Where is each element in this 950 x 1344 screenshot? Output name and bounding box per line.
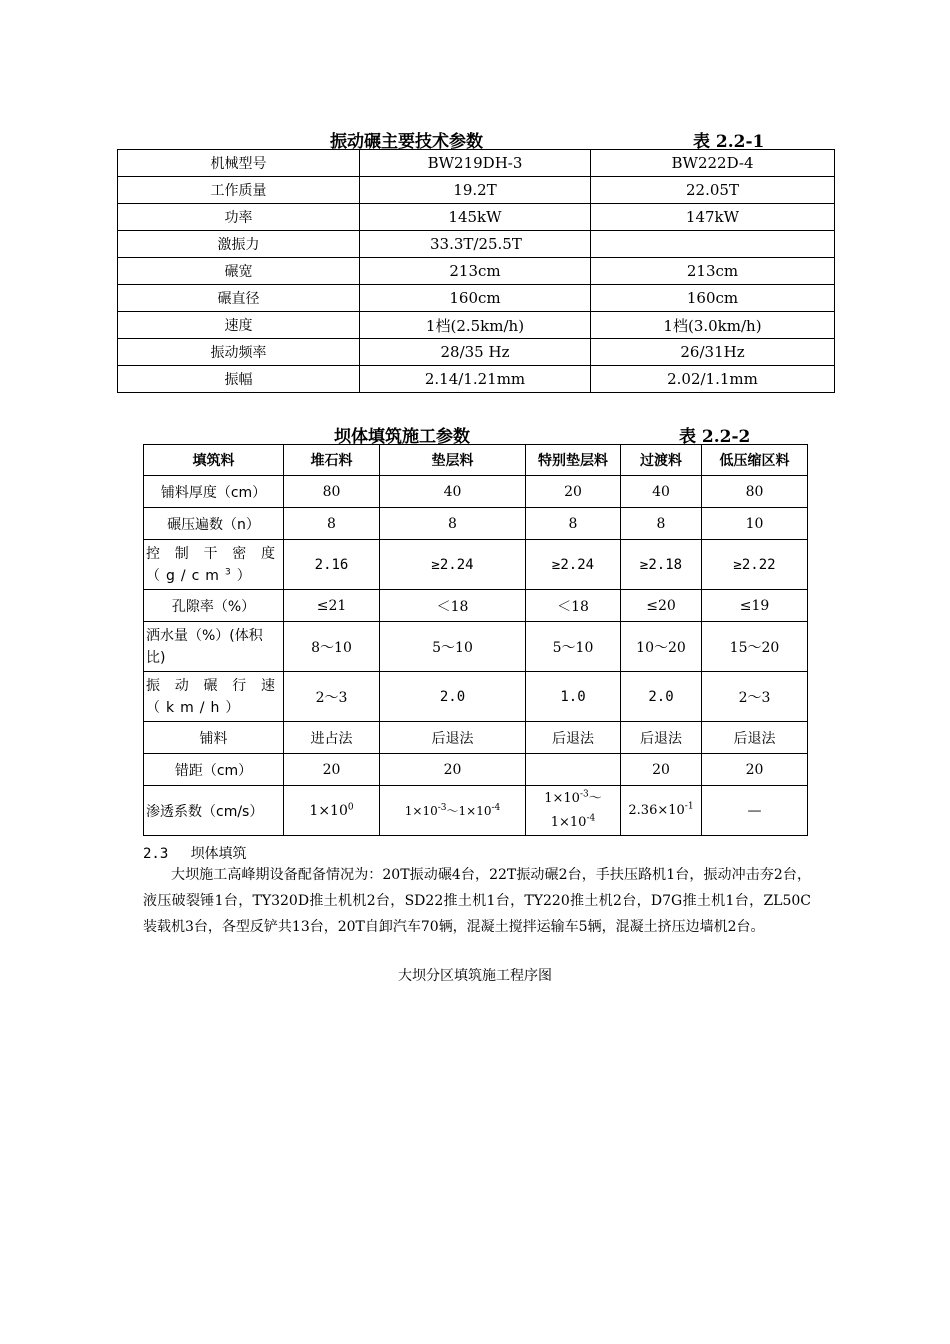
column-header: 堆石料 (284, 445, 380, 476)
table-cell: ≤20 (621, 590, 702, 622)
table-cell: 机械型号 (118, 150, 360, 177)
table-cell: 工作质量 (118, 177, 360, 204)
table-cell: 33.3T/25.5T (360, 231, 591, 258)
table-cell: ≥2.18 (621, 540, 702, 590)
table-cell: 1档(2.5km/h) (360, 312, 591, 339)
table-cell: 激振力 (118, 231, 360, 258)
row-label: 渗透系数（cm/s） (144, 786, 284, 836)
table-cell: 2.02/1.1mm (591, 366, 835, 393)
table-cell: 20 (380, 754, 526, 786)
table-cell: 5～10 (380, 622, 526, 672)
table-cell: $1\times 10^{-3}\sim$ $1\times 10^{-4}$ (526, 786, 621, 836)
table-cell: 19.2T (360, 177, 591, 204)
column-header: 过渡料 (621, 445, 702, 476)
table2-title: 坝体填筑施工参数 (334, 427, 470, 447)
table-cell: $1\times 10^0$ (284, 786, 380, 836)
column-header: 填筑料 (144, 445, 284, 476)
table-row (118, 150, 835, 177)
vibratory-roller-spec-table (117, 149, 835, 393)
row-label: 控制干密度$(g/cm^3)$ (144, 540, 284, 590)
table-cell: 2～3 (284, 672, 380, 722)
row-label: 孔隙率（%） (144, 590, 284, 622)
table-cell: 20 (621, 754, 702, 786)
table-cell: 20 (702, 754, 808, 786)
table-row (144, 540, 808, 590)
row-label: 铺料 (144, 722, 284, 754)
figure-caption: 大坝分区填筑施工程序图 (398, 968, 552, 984)
table-cell: 10～20 (621, 622, 702, 672)
table-cell: 40 (621, 476, 702, 508)
table-cell: ≤19 (702, 590, 808, 622)
table-cell: 213cm (591, 258, 835, 285)
table-row (144, 622, 808, 672)
body-paragraph: 大坝施工高峰期设备配备情况为：20T振动碾4台，22T振动碾2台，手扶压路机1台，振动冲击夯2台，液压破裂锤1台，TY320D推土机机2台，SD22推土机1台，TY220推土机2台，D7G推土机1台，ZL50C装载机3台，各型反铲共13台，20T自卸汽车70辆，混凝土搅拌运输车5辆，混凝土挤压边墙机2台。 (143, 867, 811, 935)
table-cell: 振幅 (118, 366, 360, 393)
table-cell: 1.0 (526, 672, 621, 722)
dam-fill-parameter-table (143, 444, 808, 836)
table-cell: 8 (380, 508, 526, 540)
section-number: 2.3 (143, 846, 169, 862)
table-cell: 8 (526, 508, 621, 540)
table-cell: 40 (380, 476, 526, 508)
table-row (118, 312, 835, 339)
table-row (118, 204, 835, 231)
table-cell: 后退法 (526, 722, 621, 754)
table-cell: ≥2.24 (380, 540, 526, 590)
table-row (118, 177, 835, 204)
table-cell: 28/35 Hz (360, 339, 591, 366)
table-cell: 功率 (118, 204, 360, 231)
row-label: 洒水量（%）(体积比) (144, 622, 284, 672)
table-cell: 振动频率 (118, 339, 360, 366)
column-header: 低压缩区料 (702, 445, 808, 476)
table-cell: ＜18 (526, 590, 621, 622)
table-cell: $1\times 10^{-3}\sim 1\times 10^{-4}$ (380, 786, 526, 836)
table-cell: 碾直径 (118, 285, 360, 312)
row-label: 铺料厚度（cm） (144, 476, 284, 508)
table-cell: 160cm (360, 285, 591, 312)
table1-title: 振动碾主要技术参数 (330, 132, 483, 152)
table-cell: $2.36\times 10^{-1}$ (621, 786, 702, 836)
table-cell: ＜18 (380, 590, 526, 622)
table-cell: 8 (284, 508, 380, 540)
column-header: 垫层料 (380, 445, 526, 476)
table-cell: 1档(3.0km/h) (591, 312, 835, 339)
table-cell: 22.05T (591, 177, 835, 204)
table-cell: 26/31Hz (591, 339, 835, 366)
table-cell: 2.16 (284, 540, 380, 590)
table-cell: 147kW (591, 204, 835, 231)
table-cell: 8 (621, 508, 702, 540)
table-cell: 后退法 (702, 722, 808, 754)
table-cell: 20 (526, 476, 621, 508)
column-header: 特别垫层料 (526, 445, 621, 476)
table-cell: 进占法 (284, 722, 380, 754)
table-cell: BW222D-4 (591, 150, 835, 177)
table-row (118, 258, 835, 285)
row-label: 振动碾行速（km/h） (144, 672, 284, 722)
table-cell: 80 (284, 476, 380, 508)
table-cell: ≤21 (284, 590, 380, 622)
table-cell: — (702, 786, 808, 836)
table-cell: 速度 (118, 312, 360, 339)
table1-number: 表 2.2-1 (693, 132, 765, 152)
table2-number: 表 2.2-2 (679, 427, 751, 447)
section-title: 坝体填筑 (190, 846, 247, 862)
table-row (144, 590, 808, 622)
table-cell: 5～10 (526, 622, 621, 672)
table-cell: 213cm (360, 258, 591, 285)
table-cell: 后退法 (621, 722, 702, 754)
table-cell: 80 (702, 476, 808, 508)
table-row (118, 339, 835, 366)
table-cell: 后退法 (380, 722, 526, 754)
table-row (118, 285, 835, 312)
table-cell: 8～10 (284, 622, 380, 672)
table-cell (526, 754, 621, 786)
table-cell: ≥2.24 (526, 540, 621, 590)
table-cell: 15～20 (702, 622, 808, 672)
table-cell: 2.0 (380, 672, 526, 722)
table-cell: 2～3 (702, 672, 808, 722)
table-cell (591, 231, 835, 258)
table-row (144, 754, 808, 786)
table-cell: 碾宽 (118, 258, 360, 285)
row-label: 碾压遍数（n） (144, 508, 284, 540)
table-cell: BW219DH-3 (360, 150, 591, 177)
table-row (118, 366, 835, 393)
row-label: 错距（cm） (144, 754, 284, 786)
table-header-row (144, 445, 808, 476)
table-cell: 2.0 (621, 672, 702, 722)
table-row (144, 672, 808, 722)
table-row (144, 476, 808, 508)
section-heading (143, 843, 247, 863)
table-cell: 160cm (591, 285, 835, 312)
table-row (144, 786, 808, 836)
table-cell: ≥2.22 (702, 540, 808, 590)
table-row (118, 231, 835, 258)
table-row (144, 722, 808, 754)
table-cell: 10 (702, 508, 808, 540)
table-cell: 20 (284, 754, 380, 786)
table-cell: 2.14/1.21mm (360, 366, 591, 393)
table-row (144, 508, 808, 540)
table-cell: 145kW (360, 204, 591, 231)
